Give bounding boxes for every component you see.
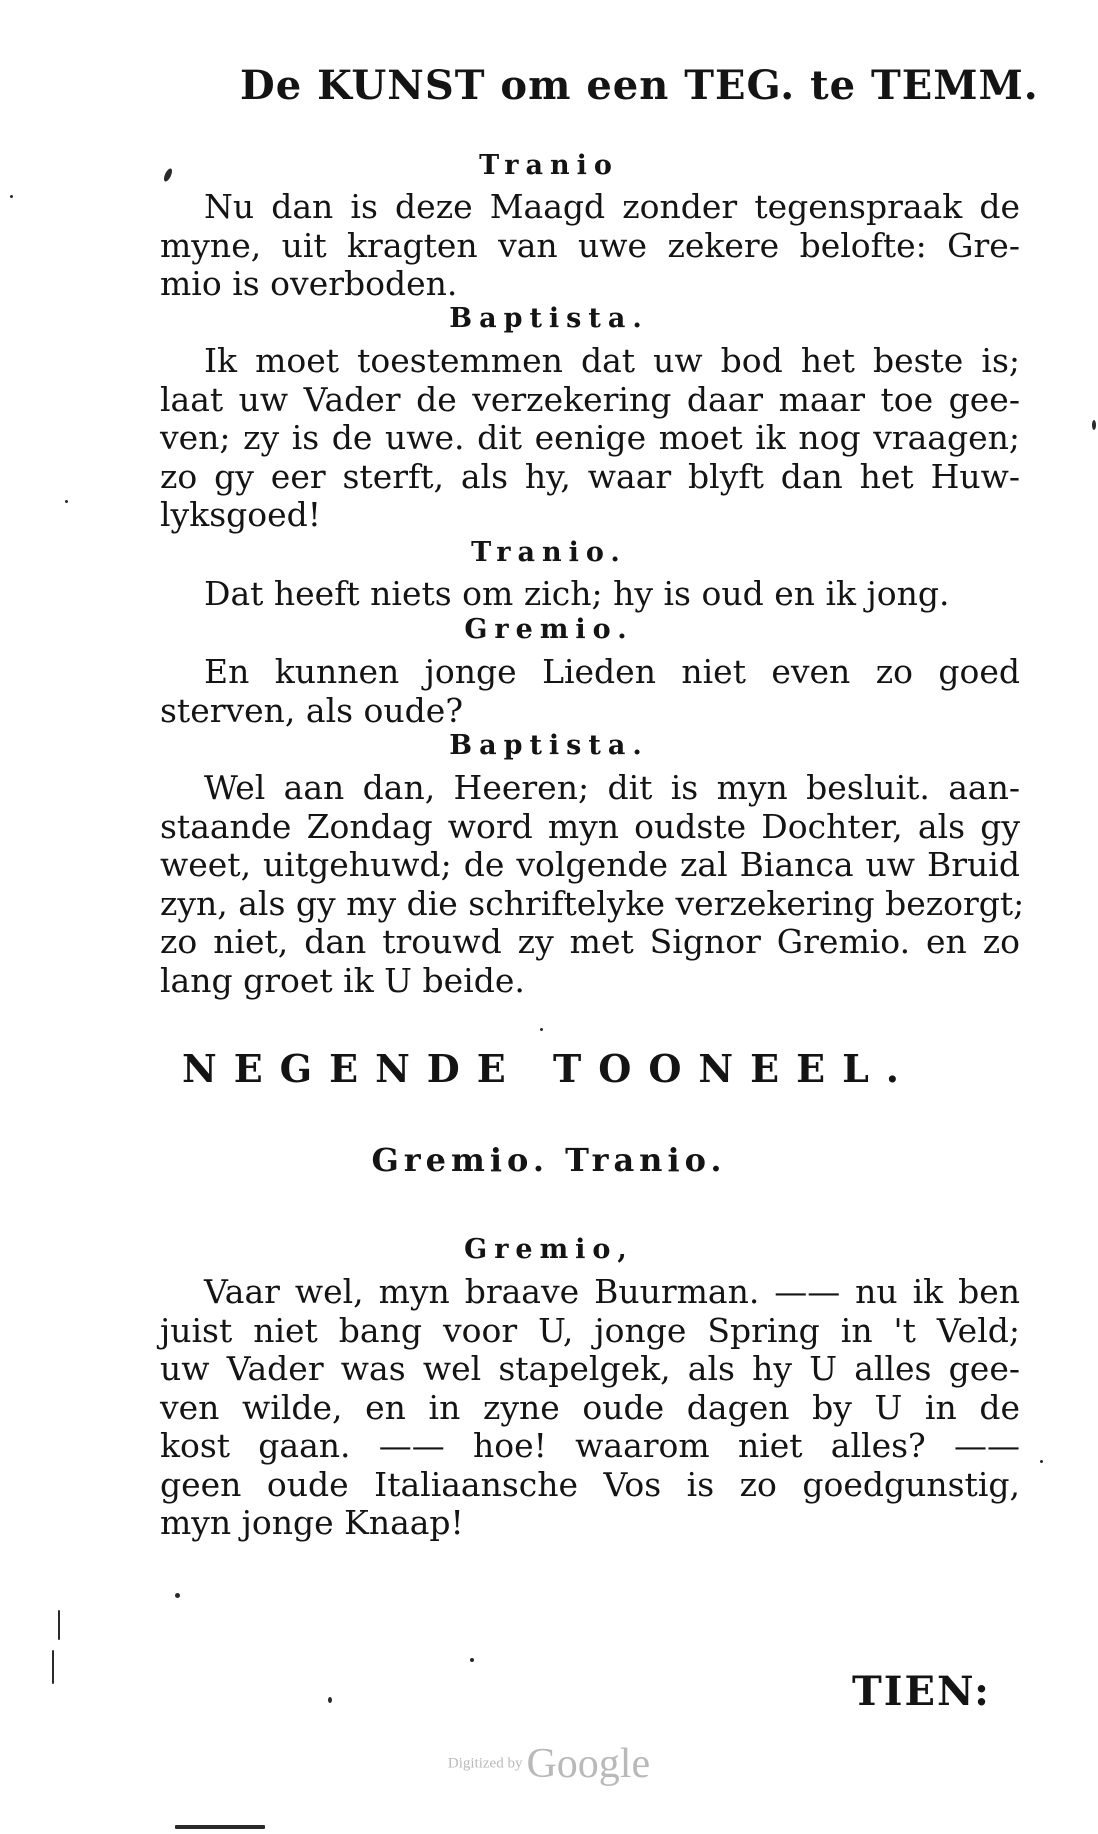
speech-line: zo gy eer sterft, als hy, waar blyft dan het Huw- (160, 456, 1020, 496)
running-header: De KUNST om een TEG. te TEMM. (240, 62, 1039, 109)
speech-line: staande Zondag word myn oudste Dochter, als gy (160, 806, 1020, 846)
speaker-name: Baptista. (449, 303, 649, 334)
speech-paragraph (160, 653, 1020, 730)
watermark-prefix: Digitized by (447, 1755, 523, 1772)
speech-line: lyksgoed! (160, 495, 322, 534)
speech-line: ven; zy is de uwe. dit eenige moet ik nog vraagen; (160, 418, 1020, 457)
speech-line: Wel aan dan, Heeren; dit is myn besluit. aan- (204, 768, 1020, 807)
speech-paragraph (160, 768, 1025, 1000)
speech-line: lang groet ik U beide. (160, 960, 525, 1000)
speech-line: weet, uitgehuwd; de volgende zal Bianca uw Bruid (160, 845, 1020, 884)
speech-line: myne, uit kragten van uwe zekere belofte: Gre- (160, 225, 1020, 265)
speech-line: ven wilde, en in zyne oude dagen by U in de (160, 1387, 1020, 1427)
ink-speck (470, 1658, 474, 1662)
speech-line: En kunnen jonge Lieden niet even zo goed (204, 652, 1020, 691)
speech-line: myn jonge Knaap! (160, 1503, 464, 1542)
speaker-name: Tranio. (471, 537, 627, 568)
ink-speck (58, 1610, 60, 1640)
speech-line: mio is overboden. (160, 264, 458, 303)
speech-paragraph (160, 575, 1020, 614)
speech-paragraph (160, 342, 1020, 535)
speech-line: juist niet bang voor U, jonge Spring in 't Veld; (160, 1310, 1020, 1350)
speech-line: laat uw Vader de verzekering daar maar toe gee- (160, 379, 1020, 419)
ink-speck (328, 1697, 332, 1703)
ink-speck (540, 1028, 543, 1031)
ink-speck (1040, 1460, 1043, 1463)
ink-speck (65, 500, 68, 503)
speaker-name: Gremio, (464, 1234, 634, 1265)
speech-paragraph (160, 1273, 1020, 1543)
speech-line: zyn, als gy my die schriftelyke verzekering bezorgt; (160, 883, 1025, 923)
speech-line: uw Vader was wel stapelgek, als hy U alles gee- (160, 1349, 1020, 1388)
ink-speck (175, 1825, 265, 1829)
google-logo: Google (526, 1741, 651, 1787)
speech-line: Nu dan is deze Maagd zonder tegenspraak de (204, 187, 1020, 226)
ink-speck (10, 195, 13, 198)
speaker-name: Tranio (479, 150, 619, 181)
digitized-watermark (0, 1740, 1098, 1788)
speech-line: geen oude Italiaansche Vos is zo goedgunstig, (160, 1464, 1020, 1504)
scene-cast: Gremio. Tranio. (371, 1141, 727, 1179)
speech-line: Dat heeft niets om zich; hy is oud en ik jong. (204, 574, 950, 613)
ink-speck (1092, 420, 1096, 430)
speech-line: kost gaan. —— hoe! waarom niet alles? —— (160, 1426, 1020, 1465)
ink-speck (52, 1650, 54, 1684)
catchword: TIEN: (852, 1668, 991, 1715)
scene-title: NEGENDE TOONEEL. (181, 1046, 917, 1091)
speech-line: Ik moet toestemmen dat uw bod het beste is; (204, 341, 1020, 380)
ink-speck (175, 1593, 180, 1598)
speech-line: sterven, als oude? (160, 690, 464, 730)
speaker-name: Gremio. (464, 614, 634, 645)
speech-line: Vaar wel, myn braave Buurman. —— nu ik ben (204, 1272, 1020, 1311)
speech-line: zo niet, dan trouwd zy met Signor Gremio. en zo (160, 922, 1020, 961)
speaker-name: Baptista. (449, 730, 649, 761)
speech-paragraph (160, 188, 1020, 304)
